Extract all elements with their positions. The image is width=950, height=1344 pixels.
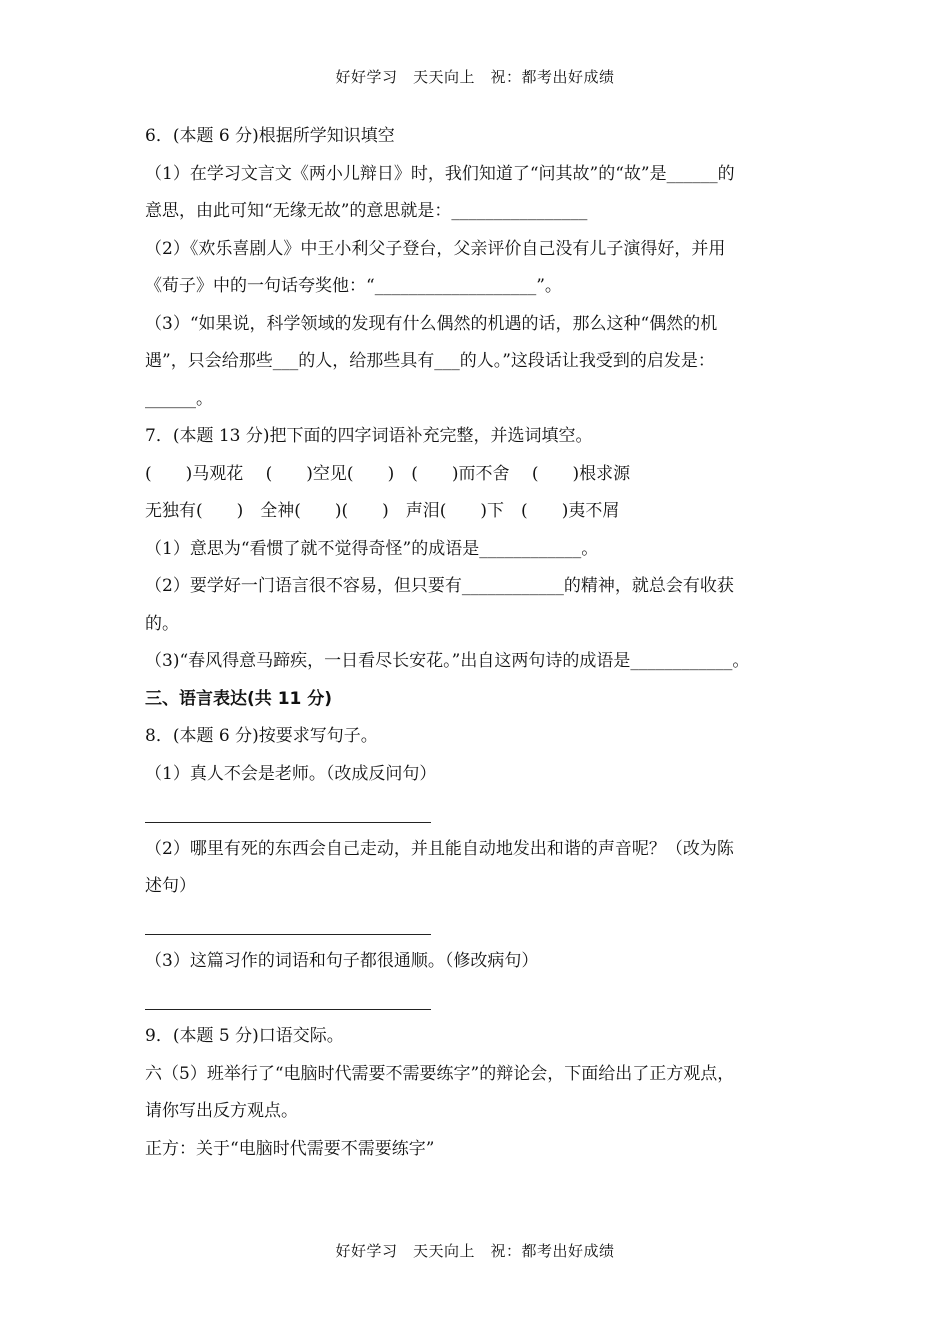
q8-sub2-line2: 述句） [145, 876, 196, 896]
q6-part2-line1: （2）《欢乐喜剧人》中王小利父子登台，父亲评价自己没有儿子演得好，并用 [145, 238, 726, 259]
answer-rule [145, 934, 431, 935]
q8-sub1: （1）真人不会是老师。（改成反问句） [145, 763, 437, 784]
q7-words-row2: 无独有( ) 全神( )( ) 声泪( )下 ( )夷不屑 [145, 501, 620, 521]
section-3-heading: 三、语言表达(共 11 分) [145, 688, 333, 709]
q7-title: 7．(本题 13 分)把下面的四字词语补充完整，并选词填空。 [145, 426, 593, 446]
q9-line2: 请你写出反方观点。 [145, 1101, 298, 1121]
page-content [145, 118, 810, 1168]
q6-part3-line2: 遇”，只会给那些___的人，给那些具有___的人。”这段话让我受到的启发是： [145, 351, 715, 371]
q6-part2-line2: 《荀子》中的一句话夸奖他：“___________________”。 [145, 276, 562, 296]
q6-part3-line1: （3）“如果说，科学领域的发现有什么偶然的机遇的话，那么这种“偶然的机 [145, 313, 718, 334]
q8-sub3: （3）这篇习作的词语和句子都很通顺。（修改病句） [145, 951, 539, 971]
q9-line3: 正方：关于“电脑时代需要不需要练字” [145, 1138, 435, 1159]
q7-sub2-line1: （2）要学好一门语言很不容易，但只要有____________的精神，就总会有收获 [145, 576, 734, 596]
q8-sub2-line1: （2）哪里有死的东西会自己走动，并且能自动地发出和谐的声音呢？（改为陈 [145, 838, 734, 859]
q6-part1-line1: （1）在学习文言文《两小儿辩日》时，我们知道了“问其故”的“故”是______的 [145, 163, 735, 184]
q6-part1-line2: 意思，由此可知“无缘无故”的意思就是：________________ [145, 201, 588, 221]
answer-rule [145, 1009, 431, 1010]
answer-rule [145, 822, 431, 823]
q9-line1: 六（5）班举行了“电脑时代需要不需要练字”的辩论会，下面给出了正方观点， [145, 1063, 735, 1084]
q7-sub3: （3)“春风得意马蹄疾，一日看尽长安花。”出自这两句诗的成语是____________。 [145, 651, 750, 671]
q8-answer-line-3[interactable] [145, 981, 810, 1019]
q7-sub1: （1）意思为“看惯了就不觉得奇怪”的成语是____________。 [145, 538, 599, 559]
page-footer: 好好学习 天天向上 祝：都考出好成绩 [335, 1242, 615, 1260]
q6-title: 6．(本题 6 分)根据所学知识填空 [145, 126, 395, 146]
page-header: 好好学习 天天向上 祝：都考出好成绩 [335, 68, 615, 86]
q8-title: 8．(本题 6 分)按要求写句子。 [145, 726, 378, 746]
q7-sub2-line2: 的。 [145, 613, 179, 634]
q7-words-row1: ( )马观花 ( )空见( ) ( )而不舍 ( )根求源 [145, 463, 631, 484]
q8-answer-line-1[interactable] [145, 793, 810, 831]
q6-part3-line3: ______。 [145, 388, 213, 409]
q8-answer-line-2[interactable] [145, 906, 810, 944]
q9-title: 9．(本题 5 分)口语交际。 [145, 1026, 344, 1046]
